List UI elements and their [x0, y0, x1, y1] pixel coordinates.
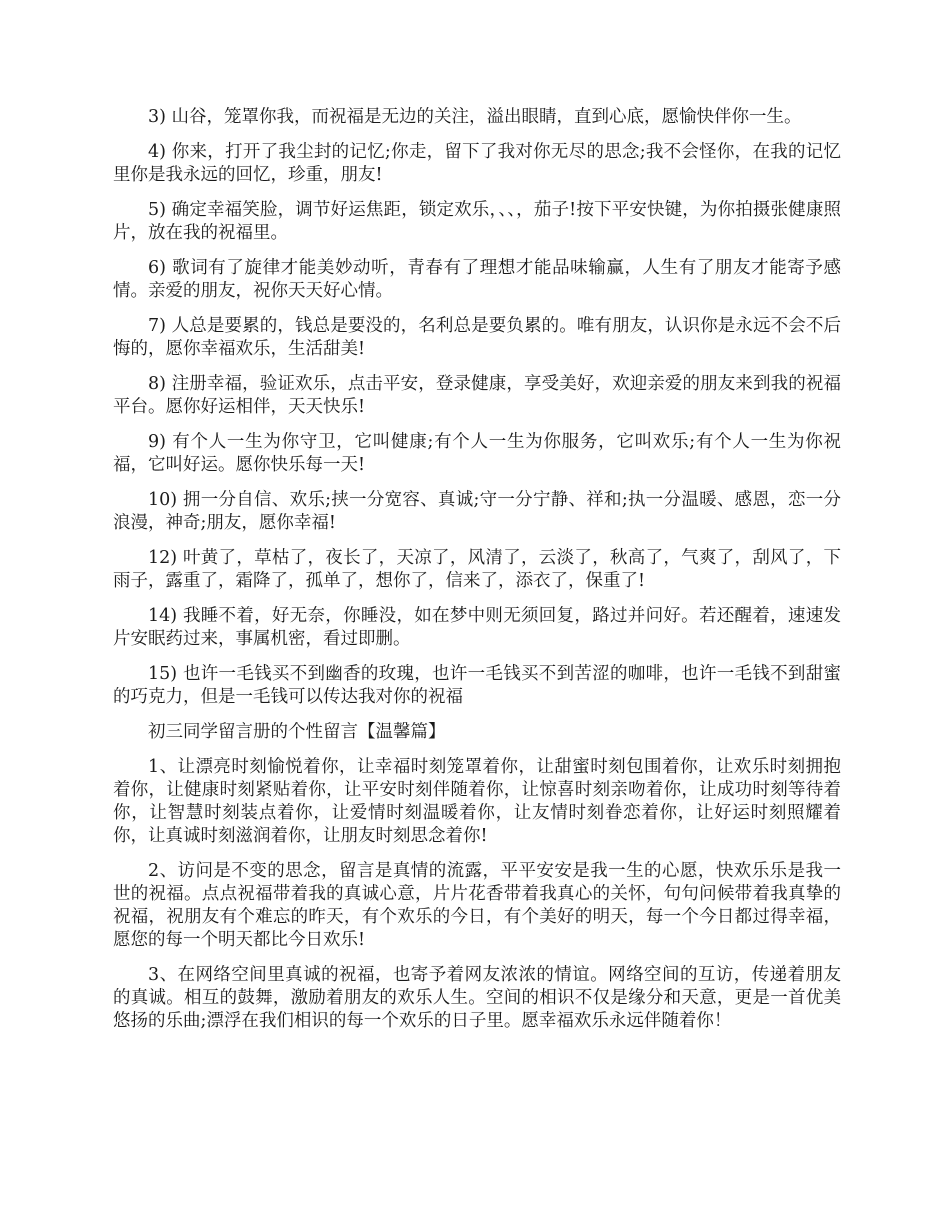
paragraph-10: 10) 拥一分自信、欢乐;挟一分宽容、真诚;守一分宁静、祥和;执一分温暖、感恩，恋一分浪漫，神奇;朋友，愿你幸福!: [113, 490, 841, 533]
paragraph-6: 6) 歌词有了旋律才能美妙动听，青春有了理想才能品味输赢，人生有了朋友才能寄予感情。亲爱的朋友，祝你天天好心情。: [113, 258, 841, 301]
paragraph-3: 3) 山谷，笼罩你我，而祝福是无边的关注，溢出眼睛，直到心底，愿愉快伴你一生。: [148, 107, 802, 127]
paragraph-15: 15) 也许一毛钱买不到幽香的玫瑰，也许一毛钱买不到苦涩的咖啡，也许一毛钱不到甜蜜的巧克力，但是一毛钱可以传达我对你的祝福: [113, 664, 841, 707]
document-body: [113, 106, 841, 1045]
warm-paragraph-3: 3、在网络空间里真诚的祝福，也寄予着网友浓浓的情谊。网络空间的互访，传递着朋友的真诚。相互的鼓舞，激励着朋友的欢乐人生。空间的相识不仅是缘分和天意，更是一首优美悠扬的乐曲;漂浮在我们相识的每一个欢乐的日子里。愿幸福欢乐永远伴随着你！: [113, 965, 841, 1031]
warm-paragraph-1: 1、让漂亮时刻愉悦着你，让幸福时刻笼罩着你，让甜蜜时刻包围着你，让欢乐时刻拥抱着你，让健康时刻紧贴着你，让平安时刻伴随着你，让惊喜时刻亲吻着你，让成功时刻等待着你，让智慧时刻装点着你，让爱情时刻温暖着你，让友情时刻眷恋着你，让好运时刻照耀着你，让真诚时刻滋润着你，让朋友时刻思念着你!: [113, 757, 841, 846]
paragraph-4: 4) 你来，打开了我尘封的记忆;你走，留下了我对你无尽的思念;我不会怪你，在我的记忆里你是我永远的回忆，珍重，朋友!: [113, 142, 841, 185]
section-heading: 初三同学留言册的个性留言【温馨篇】: [148, 722, 446, 742]
paragraph-7: 7) 人总是要累的，钱总是要没的，名利总是要负累的。唯有朋友，认识你是永远不会不后悔的，愿你幸福欢乐，生活甜美!: [113, 316, 841, 359]
paragraph-14: 14) 我睡不着，好无奈，你睡没，如在梦中则无须回复，路过并问好。若还醒着，速速发片安眠药过来，事属机密，看过即删。: [113, 606, 841, 649]
paragraph-12: 12) 叶黄了，草枯了，夜长了，天凉了，风清了，云淡了，秋高了，气爽了，刮风了，下雨子，露重了，霜降了，孤单了，想你了，信来了，添衣了，保重了!: [113, 548, 841, 591]
paragraph-9: 9) 有个人一生为你守卫，它叫健康;有个人一生为你服务，它叫欢乐;有个人一生为你祝福，它叫好运。愿你快乐每一天!: [113, 432, 841, 475]
warm-paragraph-2: 2、访问是不变的思念，留言是真情的流露，平平安安是我一生的心愿，快欢乐乐是我一世的祝福。点点祝福带着我的真诚心意，片片花香带着我真心的关怀，句句问候带着我真挚的祝福，祝朋友有个难忘的昨天，有个欢乐的今日，有个美好的明天，每一个今日都过得幸福，愿您的每一个明天都比今日欢乐!: [113, 861, 841, 950]
paragraph-5: 5) 确定幸福笑脸，调节好运焦距，锁定欢乐，、、，茄子!按下平安快键，为你拍摄张健康照片，放在我的祝福里。: [113, 200, 841, 243]
paragraph-8: 8) 注册幸福，验证欢乐，点击平安，登录健康，享受美好，欢迎亲爱的朋友来到我的祝福平台。愿你好运相伴，天天快乐!: [113, 374, 841, 417]
